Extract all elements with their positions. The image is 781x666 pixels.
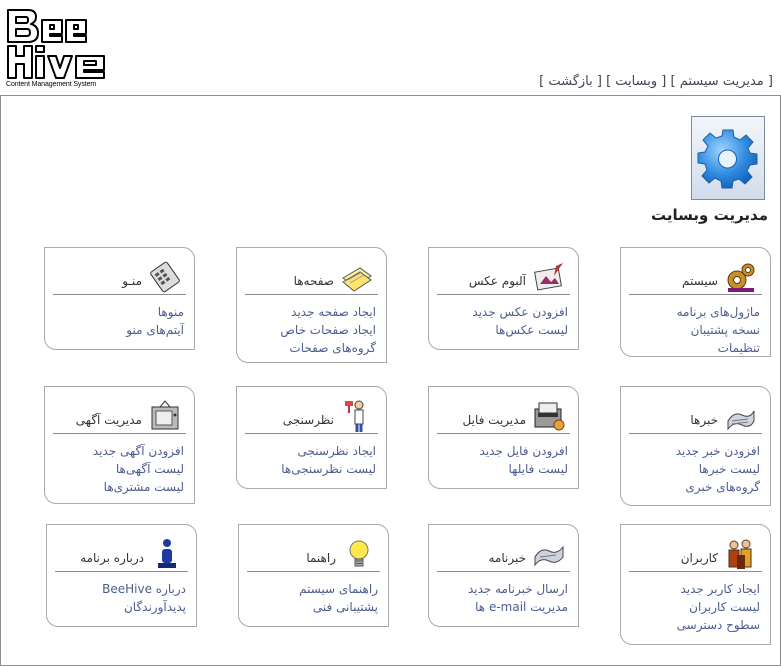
module-link[interactable]: لیست آگهی‌ها [115,462,184,476]
module-link[interactable]: راهنمای سیستم [299,582,378,596]
logo-subtitle: Content Management System [6,81,97,88]
module-card-header[interactable] [437,254,570,295]
module-card-header[interactable] [437,531,570,572]
module-card-links [468,580,568,616]
module-card [428,247,579,350]
module-card-title[interactable]: مدیریت فایل [462,413,526,427]
bracket: [ [763,74,773,89]
gears-icon [724,260,758,294]
module-card-title[interactable]: صفحه‌ها [293,274,334,288]
module-card-title[interactable]: نظرسنجی [282,413,334,427]
module-card-title[interactable]: منـو [122,274,142,288]
module-card-title[interactable]: خبرها [690,413,718,427]
module-card [428,386,579,489]
beehive-logo[interactable] [4,6,110,90]
module-link[interactable]: ماژول‌های برنامه [676,305,760,319]
nav-website[interactable]: وبسایت [615,74,658,89]
module-link[interactable]: لیست نظرسنجی‌ها [281,462,376,476]
nav-back[interactable]: بازگشت [548,74,593,89]
module-link[interactable]: آیتم‌های منو [126,323,184,337]
gear-icon [692,117,764,199]
module-card-title[interactable]: آلبوم عکس [468,274,526,288]
pages-icon [340,260,374,294]
section-gear-icon [691,116,765,200]
bracket: ] [539,74,549,89]
module-card-links [676,442,760,496]
ads-icon [148,399,182,433]
module-card-title[interactable]: خبرنامه [488,551,526,565]
module-card-header[interactable] [53,393,186,434]
main-panel [0,95,781,666]
module-link[interactable]: لیست کاربران [689,600,760,614]
module-link[interactable]: لیست فایلها [508,462,568,476]
module-card [236,386,387,489]
module-link[interactable]: افزودن خبر جدید [675,444,760,458]
module-card [44,386,195,504]
module-link[interactable]: سطوح دسترسی [676,618,760,632]
module-card [44,247,195,350]
menu-icon [148,260,182,294]
module-card-header[interactable] [245,254,378,295]
poll-icon [340,399,374,433]
module-card [46,524,197,627]
module-card-header[interactable] [245,393,378,434]
beehive-logo-mark [4,6,110,82]
module-card-title[interactable]: راهنما [306,551,336,565]
module-card-header[interactable] [629,254,762,295]
module-link[interactable]: ایجاد کاربر جدید [680,582,760,596]
module-card [428,524,579,627]
module-card-header[interactable] [629,531,762,572]
module-link[interactable]: لیست عکس‌ها [495,323,568,337]
module-link[interactable]: لیست خبرها [698,462,760,476]
module-card-links [677,303,760,357]
module-link[interactable]: پشتیبانی فنی [312,600,378,614]
module-card-links [281,442,376,478]
module-link[interactable]: پدیدآورندگان [123,600,186,614]
module-link[interactable]: ایجاد صفحات خاص [280,323,376,337]
module-card [620,247,771,357]
module-link[interactable]: ارسال خبرنامه جدید [467,582,568,596]
module-link[interactable]: منوها [157,305,184,319]
module-card-title[interactable]: کاربران [680,551,718,565]
module-card-links [677,580,760,634]
module-card [620,386,771,506]
module-card-links [126,303,184,339]
newsletter-icon [532,537,566,571]
module-card-links [280,303,376,357]
module-link[interactable]: ایجاد نظرسنجی [297,444,376,458]
module-card-links [299,580,378,616]
module-link[interactable]: گروه‌های صفحات [289,341,376,355]
top-navigation [539,74,773,89]
nav-system-admin[interactable]: مدیریت سیستم [679,74,764,89]
module-card-links [102,580,186,616]
module-link[interactable]: افزودن عکس جدید [472,305,568,319]
module-link[interactable]: درباره BeeHive [102,582,186,596]
module-card-header[interactable] [437,393,570,434]
file-manager-icon [532,399,566,433]
module-card [620,524,771,645]
module-link[interactable]: مدیریت e-mail ها [475,600,568,614]
news-icon [724,399,758,433]
module-card-title[interactable]: سیستم [682,274,718,288]
module-link[interactable]: لیست مشتری‌ها [103,480,184,494]
module-card [236,247,387,363]
module-link[interactable]: تنظیمات [717,341,760,355]
bracket: ] [ [592,74,616,89]
module-card-header[interactable] [53,254,186,295]
module-card-links [472,303,568,339]
help-bulb-icon [342,537,376,571]
module-card-title[interactable]: مدیریت آگهی [75,413,142,427]
section-title: مدیریت وبسایت [650,206,768,224]
module-card-links [93,442,184,496]
module-card-links [480,442,568,478]
bracket: ] [ [657,74,680,89]
module-card-header[interactable] [629,393,762,434]
module-card-header[interactable] [55,531,188,572]
module-link[interactable]: افرودن فایل جدید [479,444,568,458]
module-card [238,524,389,627]
module-link[interactable]: نسخه پشتیبان [690,323,760,337]
module-link[interactable]: گروه‌های خبری [685,480,760,494]
users-icon [724,537,758,571]
photo-album-icon [532,260,566,294]
module-link[interactable]: افزودن آگهی جدید [92,444,184,458]
about-icon [150,537,184,571]
module-card-header[interactable] [247,531,380,572]
module-card-title[interactable]: درباره برنامه [80,551,144,565]
header [0,0,781,95]
module-link[interactable]: ایجاد صفحه جدید [291,305,376,319]
